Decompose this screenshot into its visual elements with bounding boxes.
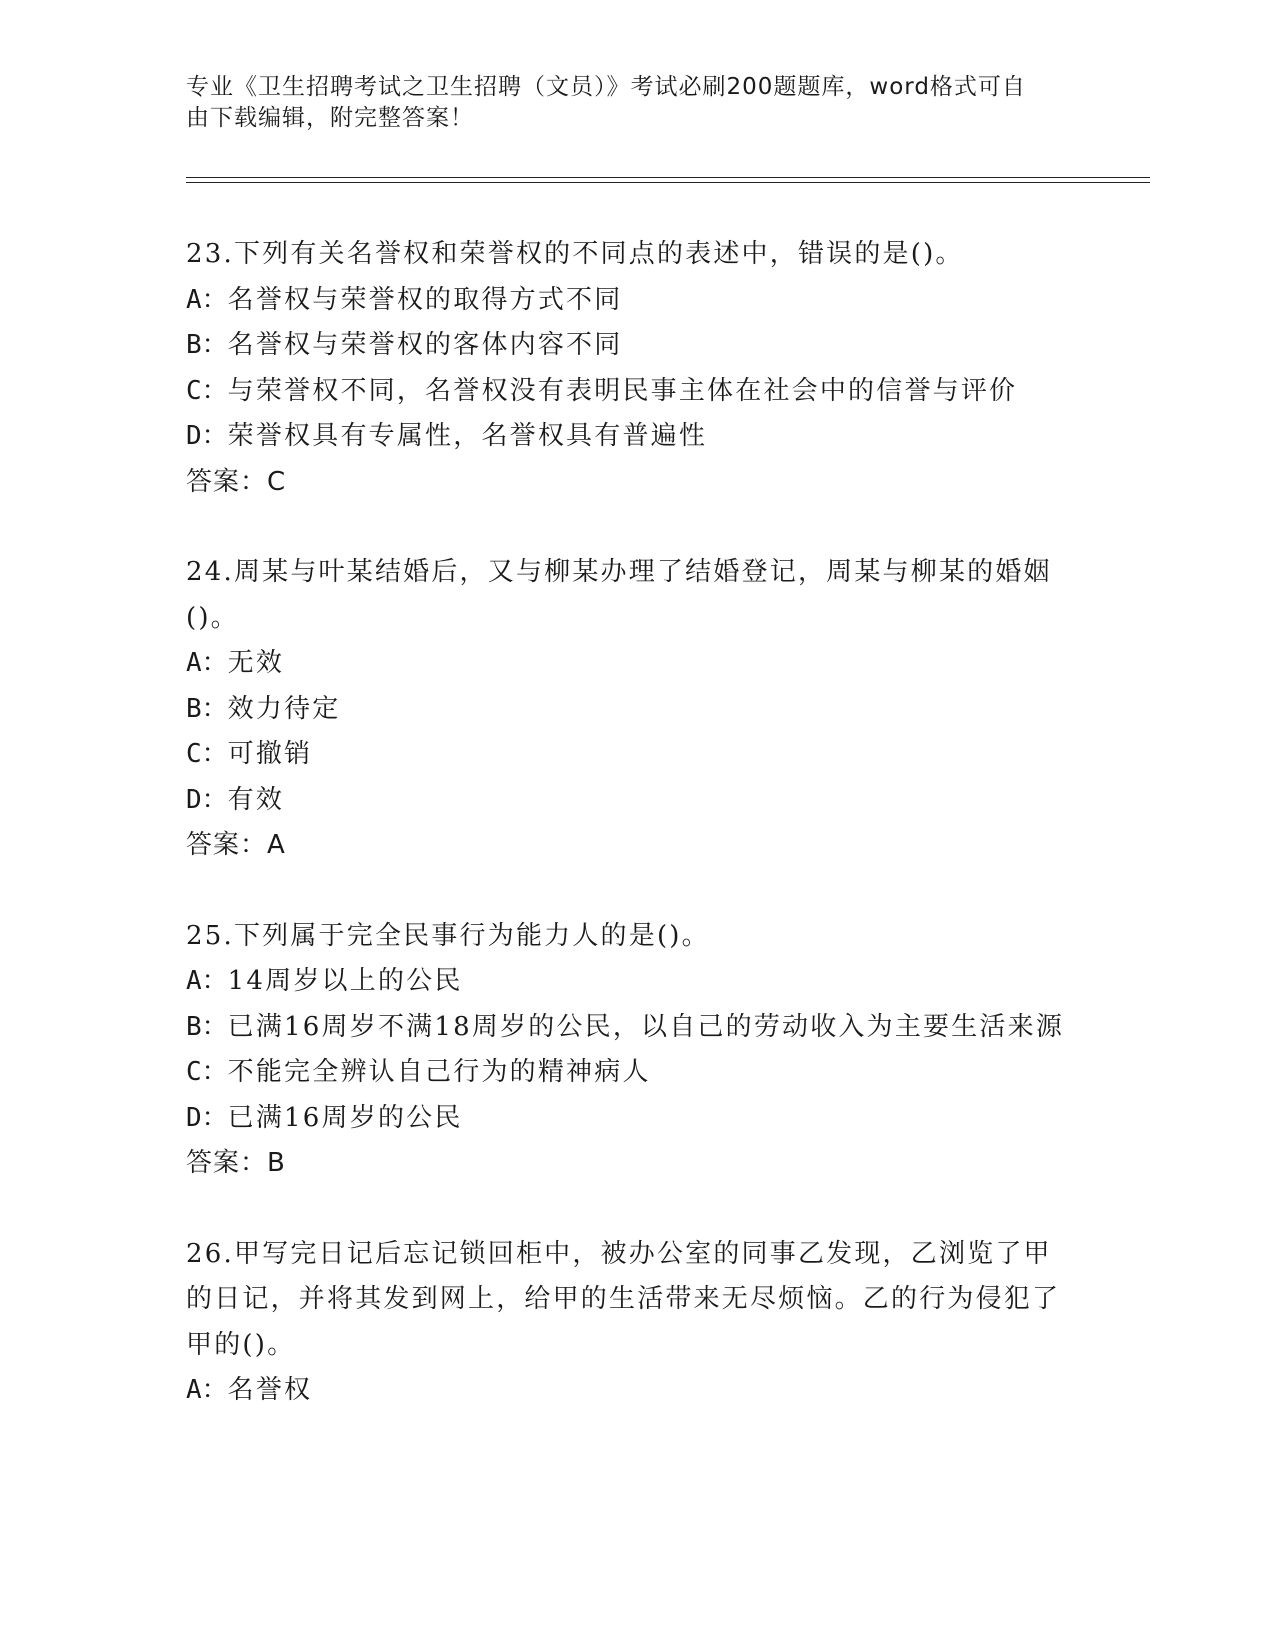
- intro-line-1: 专业《卫生招聘考试之卫生招聘（文员）》考试必刷200题题库，word格式可自: [186, 74, 1026, 100]
- option-letter: A：: [186, 966, 228, 996]
- option-letter: B：: [186, 1011, 228, 1042]
- question-stem: 26.甲写完日记后忘记锁回柜中，被办公室的同事乙发现，乙浏览了甲的日记，并将其发到网上，给甲的生活带来无尽烦恼。乙的行为侵犯了甲的()。: [186, 1238, 1061, 1360]
- option-text: 名誉权与荣誉权的客体内容不同: [227, 330, 623, 360]
- question-26: [186, 1232, 1066, 1414]
- option-a: [186, 959, 1066, 1005]
- option-letter: B：: [186, 330, 228, 360]
- answer-label: 答案：B: [186, 1148, 286, 1178]
- option-a: [186, 641, 1066, 687]
- option-text: 无效: [227, 648, 285, 678]
- option-text: 名誉权与荣誉权的取得方式不同: [227, 284, 623, 315]
- option-text: 名誉权: [227, 1375, 313, 1405]
- option-letter: D：: [186, 1102, 228, 1133]
- option-text: 已满16周岁不满18周岁的公民，以自己的劳动收入为主要生活来源: [227, 1011, 1065, 1042]
- answer-label: 答案：C: [186, 466, 287, 497]
- question-23: [186, 232, 1066, 505]
- header-divider-bottom: [186, 182, 1150, 183]
- option-text: 14周岁以上的公民: [227, 966, 463, 996]
- option-b: [186, 1005, 1066, 1051]
- option-d: [186, 414, 1066, 460]
- option-text: 荣誉权具有专属性，名誉权具有普遍性: [227, 421, 708, 451]
- question-stem: 25.下列属于完全民事行为能力人的是()。: [186, 920, 710, 951]
- option-a: [186, 1368, 1066, 1414]
- option-text: 可撤销: [227, 739, 313, 769]
- answer-label: 答案：A: [186, 830, 286, 860]
- option-letter: B：: [186, 693, 228, 724]
- option-letter: D：: [186, 421, 228, 451]
- document-intro: [186, 72, 1066, 134]
- option-d: [186, 1096, 1066, 1142]
- option-letter: C：: [186, 375, 228, 406]
- option-letter: A：: [186, 648, 228, 678]
- question-list: [186, 232, 1066, 1459]
- option-text: 效力待定: [227, 693, 341, 724]
- option-letter: C：: [186, 1057, 228, 1087]
- option-text: 与荣誉权不同，名誉权没有表明民事主体在社会中的信誉与评价: [227, 375, 1018, 406]
- question-stem: 23.下列有关名誉权和荣誉权的不同点的表述中，错误的是()。: [186, 239, 964, 269]
- option-c: [186, 1050, 1066, 1096]
- option-letter: A：: [186, 1375, 228, 1405]
- option-text: 有效: [227, 784, 285, 815]
- question-24: [186, 550, 1066, 869]
- option-d: [186, 778, 1066, 824]
- option-letter: A：: [186, 284, 228, 315]
- option-text: 已满16周岁的公民: [227, 1102, 463, 1133]
- option-b: [186, 323, 1066, 369]
- question-25: [186, 914, 1066, 1187]
- option-letter: C：: [186, 739, 228, 769]
- header-divider-top: [186, 177, 1150, 178]
- question-stem: 24.周某与叶某结婚后，又与柳某办理了结婚登记，周某与柳某的婚姻()。: [186, 557, 1052, 633]
- intro-line-2: 由下载编辑，附完整答案！: [186, 105, 474, 131]
- option-letter: D：: [186, 784, 228, 815]
- option-text: 不能完全辨认自己行为的精神病人: [227, 1057, 651, 1087]
- option-b: [186, 687, 1066, 733]
- option-c: [186, 732, 1066, 778]
- option-c: [186, 369, 1066, 415]
- option-a: [186, 278, 1066, 324]
